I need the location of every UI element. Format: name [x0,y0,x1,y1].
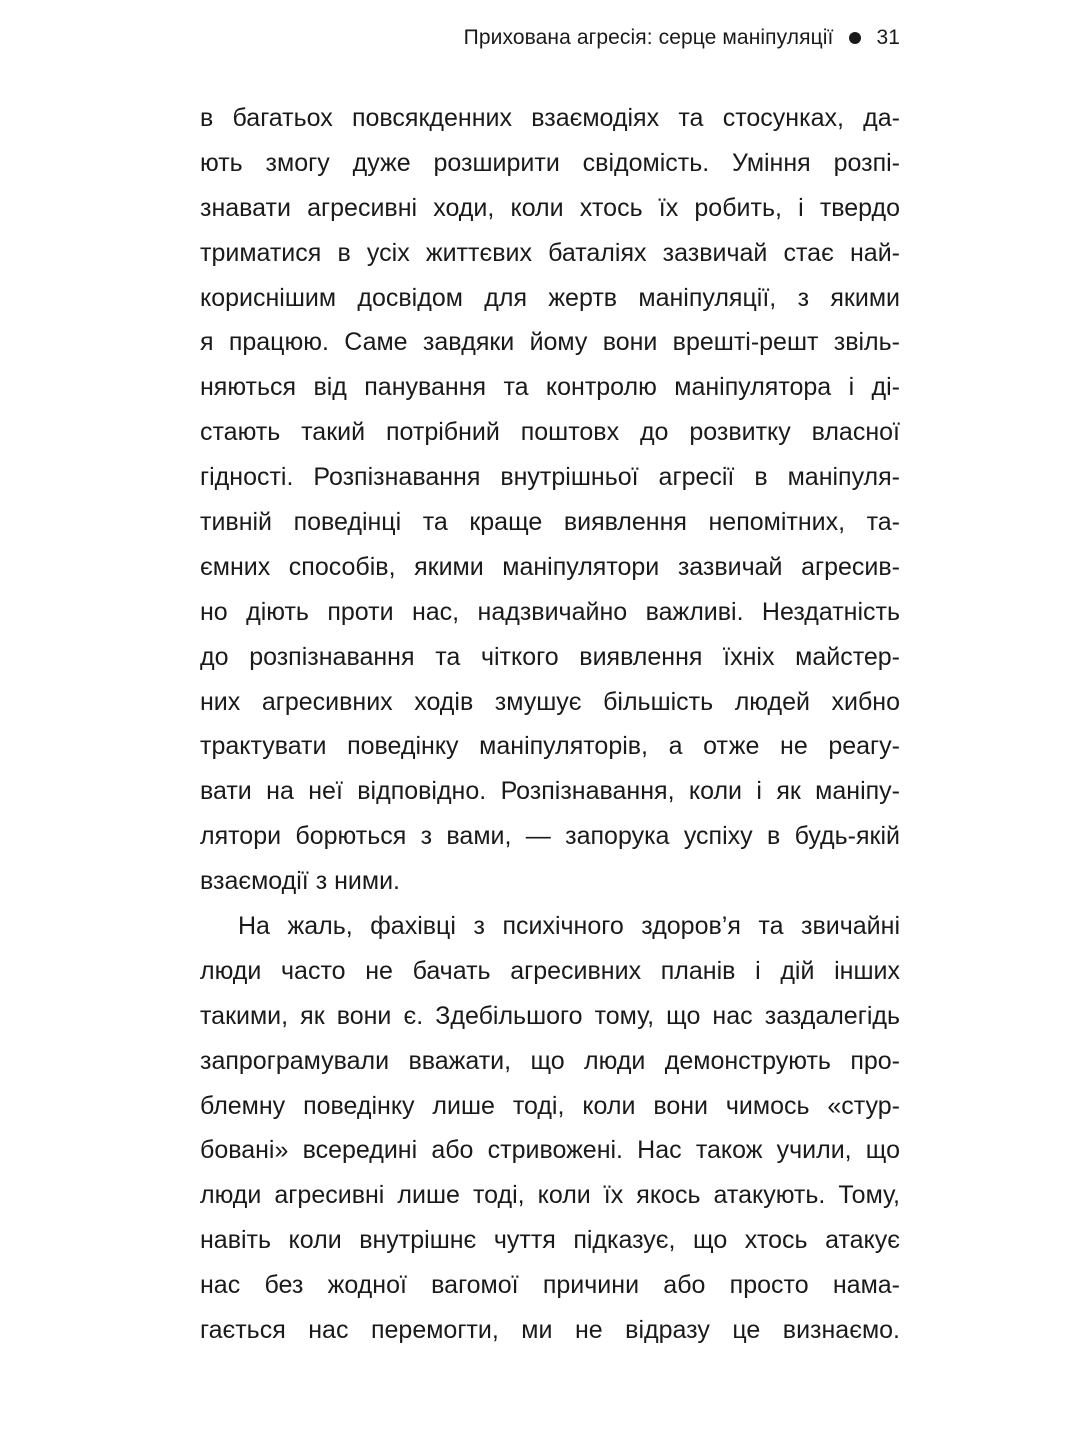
text-line: гається нас перемогти, ми не відразу це визнаємо. [200,1316,900,1345]
text-line: бовані» всередині або стривожені. Нас також учили, що [200,1136,900,1165]
text-line: навіть коли внутрішнє чуття підказує, що хтось атакує [200,1226,900,1255]
text-line: такими, як вони є. Здебільшого тому, що нас заздалегідь [200,1001,900,1030]
running-title: Прихована агресія: серце маніпуляції [463,26,834,49]
text-line: На жаль, фахівці з психічного здоров’я та звичайні [238,912,900,941]
text-line: блемну поведінку лише тоді, коли вони чимось «стур- [200,1091,900,1120]
text-line: трактувати поведінку маніпуляторів, а отже не реагу- [200,732,900,761]
text-line: триматися в усіх життєвих баталіях зазвичай стає най- [200,238,900,267]
text-line: запрограмували вважати, що люди демонструють про- [200,1046,900,1075]
text-line: ємних способів, якими маніпулятори зазвичай агресив- [200,552,900,581]
text-line: гідності. Розпізнавання внутрішньої агресії в маніпуля- [200,463,900,492]
text-line: вати на неї відповідно. Розпізнавання, коли і як маніпу- [200,777,900,806]
text-line: тивній поведінці та краще виявлення непомітних, та- [200,508,900,537]
text-line: знавати агресивні ходи, коли хтось їх робить, і твердо [200,193,900,222]
text-line: люди агресивні лише тоді, коли їх якось атакують. Тому, [200,1181,900,1210]
text-line: кориснішим досвідом для жертв маніпуляції, з якими [200,283,900,312]
text-line: них агресивних ходів змушує більшість людей хибно [200,687,900,716]
text-line: взаємодії з ними. [200,867,400,896]
running-header [200,20,900,56]
page-number: 31 [876,26,900,49]
text-line: лятори борються з вами, — запорука успіху в будь-якій [200,822,900,851]
text-line: но діють проти нас, надзвичайно важливі. Нездатність [200,597,900,626]
text-line: ють змогу дуже розширити свідомість. Уміння розпі- [200,148,900,177]
text-line: няються від панування та контролю маніпулятора і ді- [200,373,900,402]
paragraph-2 [200,904,900,1353]
body-text [200,96,900,1353]
text-line: до розпізнавання та чіткого виявлення їхніх майстер- [200,642,900,671]
bullet-icon [849,32,861,44]
text-line: нас без жодної вагомої причини або просто нама- [200,1271,900,1300]
text-line: я працюю. Саме завдяки йому вони врешті-решт звіль- [200,328,900,357]
paragraph-1 [200,96,900,904]
text-line: стають такий потрібний поштовх до розвитку власної [200,418,900,447]
text-line: в багатьох повсякденних взаємодіях та стосунках, да- [200,104,900,132]
text-line: люди часто не бачать агресивних планів і дій інших [200,956,900,985]
